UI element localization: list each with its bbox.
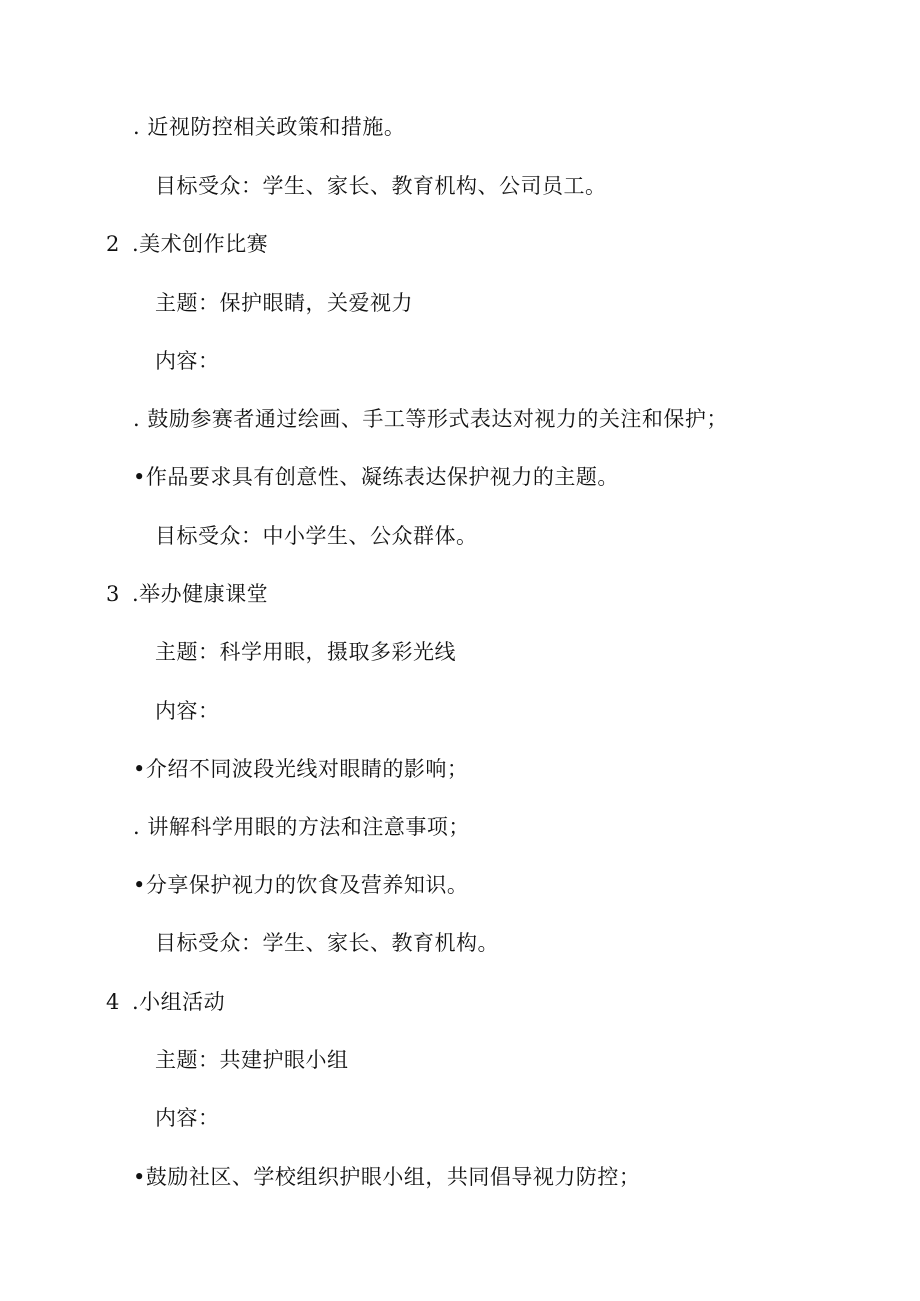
paragraph-text: 内容： (155, 1106, 220, 1130)
paragraph-text: 内容： (155, 349, 220, 373)
paragraph (155, 1104, 220, 1132)
list-item (133, 113, 405, 141)
paragraph (155, 638, 456, 666)
paragraph-text: 主题：保护眼睛，关爱视力 (155, 291, 413, 315)
list-item (133, 813, 470, 841)
paragraph (155, 347, 220, 375)
paragraph-text: 主题：共建护眼小组 (155, 1048, 349, 1072)
paragraph (155, 289, 413, 317)
list-item (133, 463, 619, 491)
paragraph (155, 929, 499, 957)
list-item (133, 755, 468, 783)
paragraph (155, 522, 478, 550)
section-number: 2 (106, 232, 120, 256)
paragraph (155, 172, 607, 200)
section-title: .美术创作比赛 (132, 232, 269, 256)
section-heading (106, 988, 225, 1016)
list-item (133, 1163, 640, 1191)
list-item-text: •分享保护视力的饮食及营养知识。 (133, 873, 469, 897)
list-item-text: . 讲解科学用眼的方法和注意事项； (133, 815, 470, 839)
section-heading (106, 580, 268, 608)
paragraph (155, 1046, 349, 1074)
section-number: 4 (106, 990, 120, 1014)
paragraph (155, 697, 220, 725)
paragraph-text: 主题：科学用眼，摄取多彩光线 (155, 640, 456, 664)
paragraph-text: 目标受众：中小学生、公众群体。 (155, 524, 478, 548)
list-item (133, 871, 468, 899)
section-title: .举办健康课堂 (132, 582, 269, 606)
paragraph-text: 目标受众：学生、家长、教育机构、公司员工。 (155, 174, 607, 198)
list-item-text: •介绍不同波段光线对眼睛的影响； (133, 757, 469, 781)
paragraph-text: 内容： (155, 699, 220, 723)
section-number: 3 (106, 582, 120, 606)
list-item-text: . 鼓励参赛者通过绘画、手工等形式表达对视力的关注和保护； (133, 407, 728, 431)
section-title: .小组活动 (132, 990, 226, 1014)
list-item (133, 405, 728, 433)
list-item-text: . 近视防控相关政策和措施。 (133, 115, 406, 139)
list-item-text: •鼓励社区、学校组织护眼小组，共同倡导视力防控； (133, 1165, 641, 1189)
paragraph-text: 目标受众：学生、家长、教育机构。 (155, 931, 499, 955)
list-item-text: •作品要求具有创意性、凝练表达保护视力的主题。 (133, 465, 619, 489)
section-heading (106, 230, 268, 258)
